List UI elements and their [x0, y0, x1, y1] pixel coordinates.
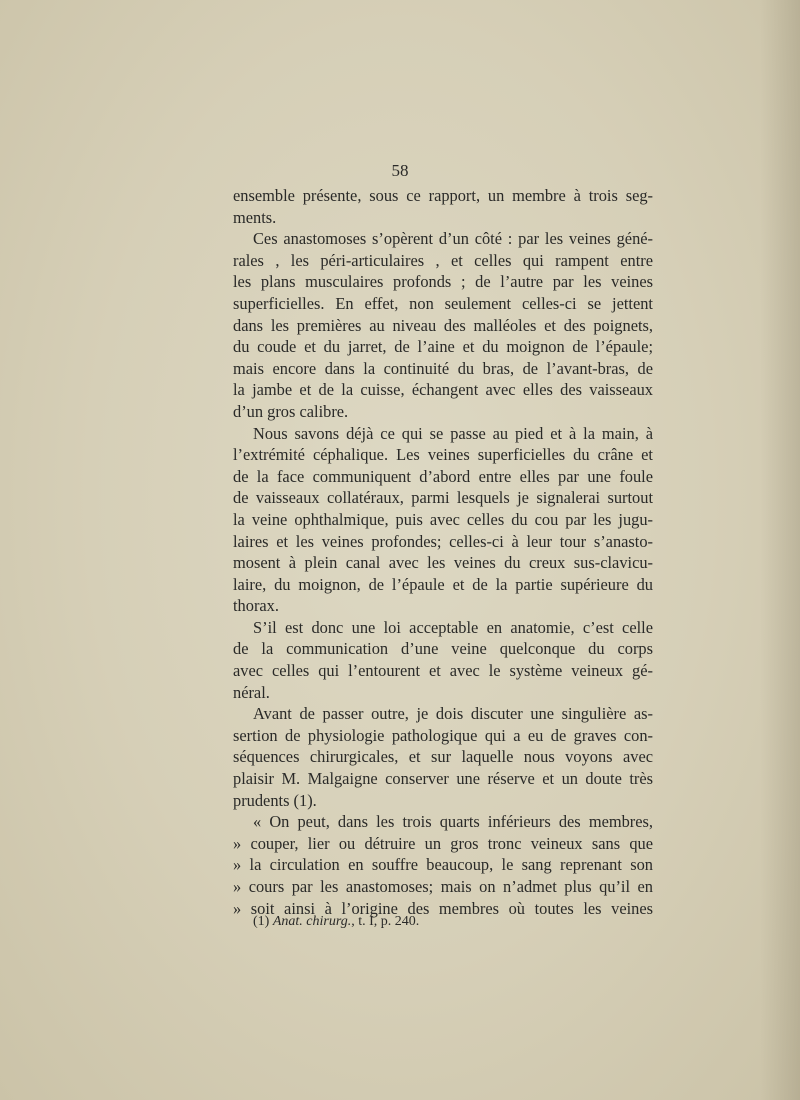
text-line: de la communication d’une veine quelconque du corps [233, 639, 653, 659]
text-line: l’extrémité céphalique. Les veines superficielles du crâne et [233, 445, 653, 465]
body-text [233, 185, 653, 919]
text-line: du coude et du jarret, de l’aine et du moignon de l’épaule; [233, 337, 653, 357]
text-line: avec celles qui l’entourent et avec le système veineux gé- [233, 661, 653, 681]
footnote-reference-title: Anat. chirurg. [272, 914, 352, 929]
text-line: laires et les veines profondes; celles-ci à leur tour s’anasto- [233, 531, 653, 551]
text-line: Ces anastomoses s’opèrent d’un côté : par les veines géné- [253, 229, 653, 249]
text-line: les plans musculaires profonds ; de l’autre par les veines [233, 272, 653, 292]
text-line: de la face communiquent d’abord entre elles par une foule [233, 466, 653, 486]
text-line: « On peut, dans les trois quarts inférieurs des membres, [253, 812, 653, 832]
text-line: la jambe et de la cuisse, échangent avec elles des vaisseaux [233, 380, 653, 400]
text-line: » cours par les anastomoses; mais on n’admet plus qu’il en [233, 877, 653, 896]
page-number: 58 [391, 161, 409, 180]
text-line: Avant de passer outre, je dois discuter une singulière as- [253, 704, 653, 724]
text-line: séquences chirurgicales, et sur laquelle nous voyons avec [233, 747, 653, 767]
text-line: superficielles. En effet, non seulement celles-ci se jettent [233, 293, 653, 313]
text-line: dans les premières au niveau des malléoles et des poignets, [233, 315, 653, 335]
text-line: » la circulation en souffre beaucoup, le sang reprenant son [233, 855, 653, 875]
text-line: mais encore dans la continuité du bras, de l’avant-bras, de [233, 358, 653, 378]
text-line: d’un gros calibre. [233, 401, 349, 421]
text-line: plaisir M. Malgaigne conserver une réserve et un doute très [233, 769, 653, 789]
text-line: de vaisseaux collatéraux, parmi lesquels je signalerai surtout [233, 488, 653, 508]
text-line: prudents (1). [233, 790, 317, 810]
footnote-marker: (1) [253, 914, 270, 929]
footnote-reference-details: , t. I, p. 240. [351, 914, 420, 929]
text-line: mosent à plein canal avec les veines du creux sus-clavicu- [233, 553, 653, 573]
text-line: sertion de physiologie pathologique qui a eu de graves con- [233, 725, 653, 745]
text-line: ensemble présente, sous ce rapport, un membre à trois seg- [233, 186, 653, 205]
text-line: » soit ainsi à l’origine des membres où toutes les veines [233, 898, 653, 918]
text-line: » couper, lier ou détruire un gros tronc veineux sans que [233, 833, 653, 853]
text-line: S’il est donc une loi acceptable en anatomie, c’est celle [253, 617, 653, 637]
text-line: laire, du moignon, de l’épaule et de la partie supérieure du [233, 574, 653, 594]
text-line: Nous savons déjà ce qui se passe au pied et à la main, à [253, 423, 653, 443]
text-line: rales , les péri-articulaires , et celles qui rampent entre [233, 250, 653, 270]
footnote [253, 913, 653, 931]
text-line: thorax. [233, 596, 279, 616]
text-line: néral. [233, 682, 270, 702]
text-line: ments. [233, 207, 277, 227]
text-line: la veine ophthalmique, puis avec celles du cou par les jugu- [233, 509, 653, 529]
